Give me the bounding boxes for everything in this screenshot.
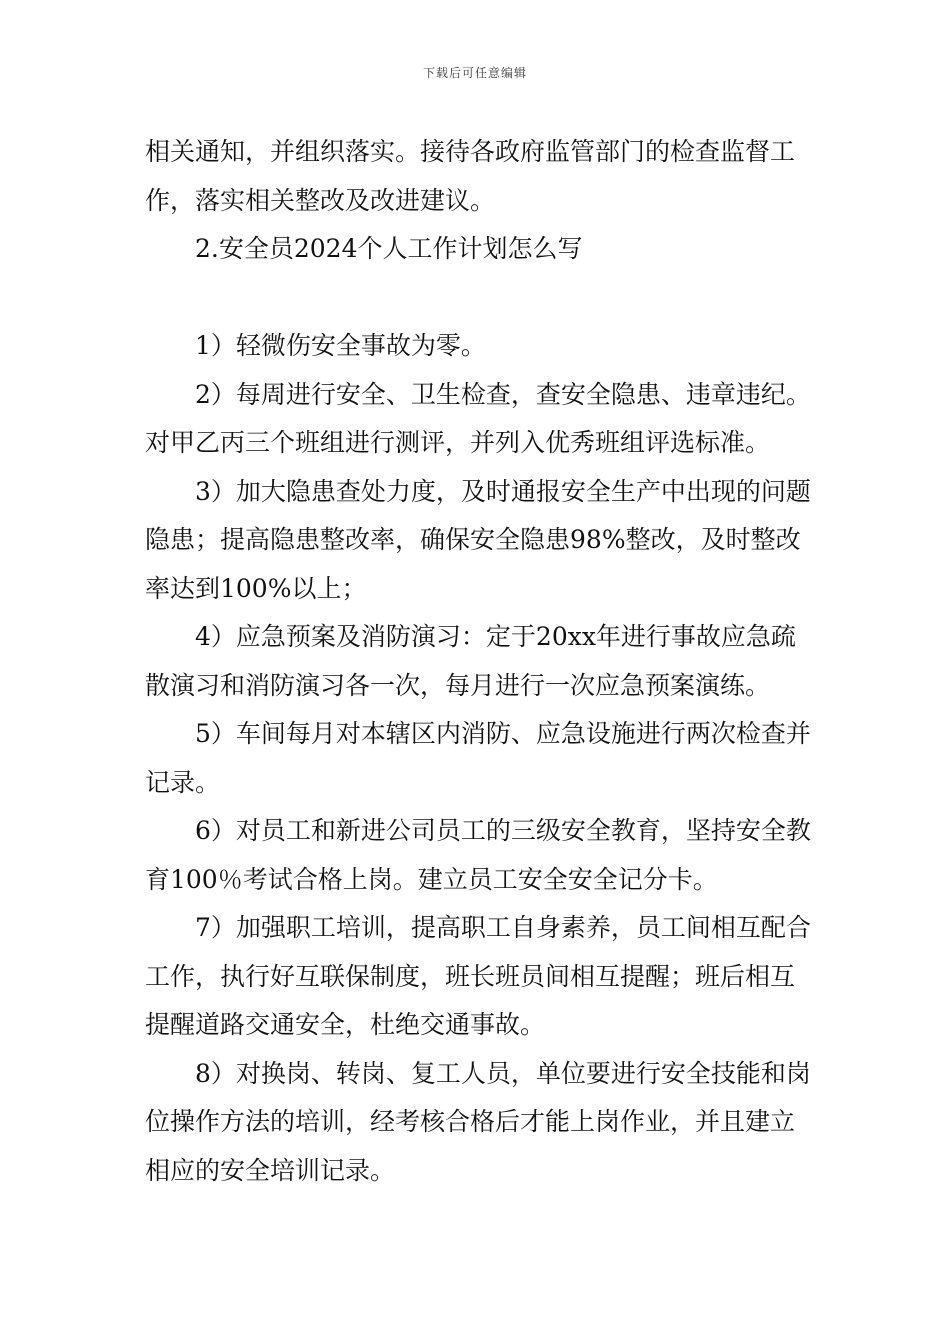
- paragraph-continuation: 相关通知，并组织落实。接待各政府监管部门的检查监督工作，落实相关整改及改进建议。: [145, 137, 796, 215]
- list-item-1: 1）轻微伤安全事故为零。: [195, 331, 486, 360]
- list-item-7: 7）加强职工培训，提高职工自身素养，员工间相互配合工作，执行好互联保制度，班长班员间相互提醒；班后相互提醒道路交通安全，杜绝交通事故。: [145, 913, 811, 1039]
- list-item-8: 8）对换岗、转岗、复工人员，单位要进行安全技能和岗位操作方法的培训，经考核合格后才能上岗作业，并且建立相应的安全培训记录。: [145, 1058, 811, 1185]
- section-heading: 2.安全员2024个人工作计划怎么写: [195, 234, 583, 263]
- page-header: 下载后可任意编辑: [422, 66, 527, 80]
- list-item-4: 4）应急预案及消防演习：定于20xx年进行事故应急疏散演习和消防演习各一次，每月进行一次应急预案演练。: [145, 622, 796, 700]
- list-item-6: 6）对员工和新进公司员工的三级安全教育，坚持安全教育100％考试合格上岗。建立员工安全安全记分卡。: [145, 816, 811, 894]
- list-item-2: 2）每周进行安全、卫生检查，查安全隐患、违章违纪。对甲乙丙三个班组进行测评，并列入优秀班组评选标准。: [145, 379, 811, 457]
- blank-line: [145, 274, 811, 323]
- list-item-3: 3）加大隐患查处力度，及时通报安全生产中出现的问题隐患；提高隐患整改率，确保安全隐患98%整改，及时整改率达到100%以上；: [145, 476, 811, 603]
- list-item-5: 5）车间每月对本辖区内消防、应急设施进行两次检查并记录。: [145, 719, 811, 797]
- document-body: [145, 128, 811, 1195]
